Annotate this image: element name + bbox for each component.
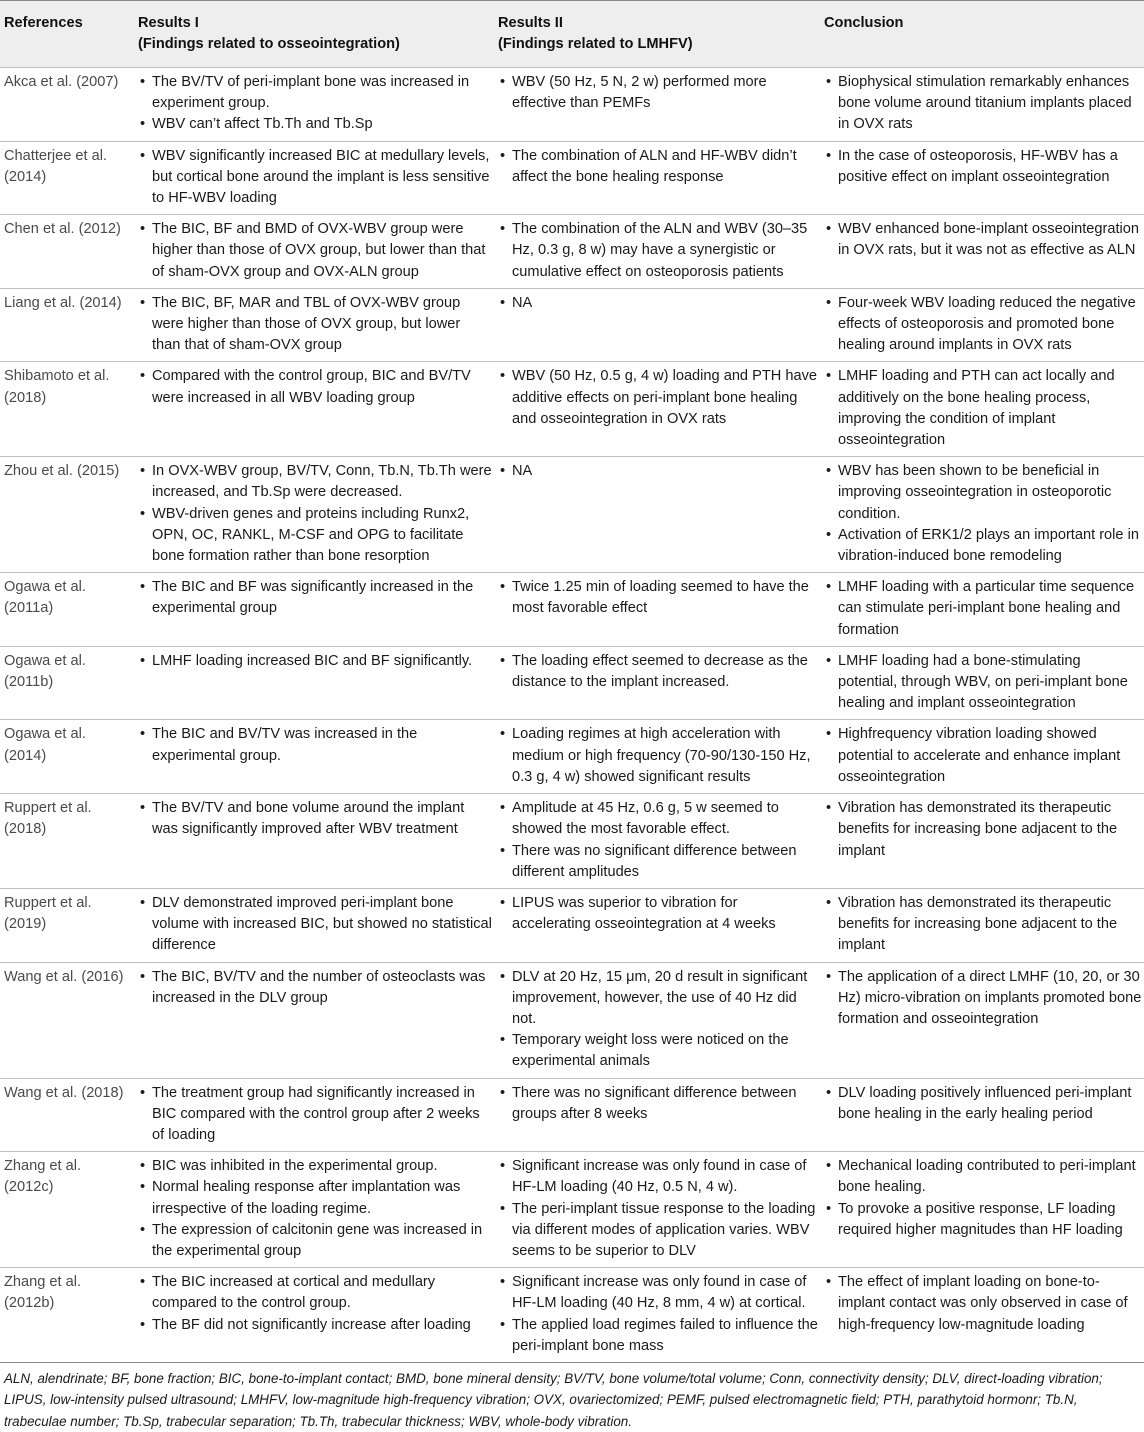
bullet-list	[138, 798, 492, 840]
bullet-list	[824, 366, 1142, 451]
bullet-item: • LMHF loading had a bone-stimulating potential, through WBV, on peri-implant bone healing and implant osseointegration	[824, 651, 1142, 715]
bullet-item: • There was no significant difference between groups after 8 weeks	[498, 1083, 818, 1125]
reference-cell: Ogawa et al. (2011b)	[4, 652, 86, 691]
table-row	[0, 457, 1144, 573]
results-1-cell	[134, 720, 494, 794]
table-header	[0, 1, 1144, 68]
results-1-cell	[134, 573, 494, 647]
bullet-item: • Twice 1.25 min of loading seemed to have the most favorable effect	[498, 577, 818, 619]
reference-cell: Ruppert et al. (2018)	[4, 800, 92, 838]
bullet-item: • Highfrequency vibration loading showed potential to accelerate and enhance implant osseointegration	[824, 724, 1142, 788]
results-1-cell	[134, 141, 494, 215]
bullet-list	[498, 461, 818, 482]
conclusion-cell	[820, 1078, 1144, 1152]
results-2-cell	[494, 215, 820, 289]
results-1-cell	[134, 794, 494, 889]
table-row	[0, 1152, 1144, 1268]
bullet-list	[138, 651, 492, 672]
reference-cell: Akca et al. (2007)	[4, 74, 119, 90]
table-row	[0, 794, 1144, 889]
bullet-list	[138, 967, 492, 1009]
results-2-cell	[494, 720, 820, 794]
bullet-list	[138, 893, 492, 957]
bullet-item: • Mechanical loading contributed to peri-implant bone healing.	[824, 1156, 1142, 1198]
bullet-item: • LMHF loading with a particular time sequence can stimulate peri-implant bone healing and formation	[824, 577, 1142, 641]
bullet-list	[824, 293, 1142, 357]
bullet-list	[138, 1156, 492, 1262]
reference-cell: Zhang et al. (2012b)	[4, 1274, 82, 1312]
results-1-cell	[134, 646, 494, 720]
bullet-list	[498, 651, 818, 693]
table-row	[0, 288, 1144, 362]
bullet-item: • WBV (50 Hz, 5 N, 2 w) performed more effective than PEMFs	[498, 72, 818, 114]
reference-cell: Ogawa et al. (2011a)	[4, 579, 86, 617]
bullet-list	[138, 461, 492, 567]
bullet-item: • The effect of implant loading on bone-to-implant contact was only observed in case of high-frequency low-magnitude loading	[824, 1272, 1142, 1336]
bullet-item: • The applied load regimes failed to influence the peri-implant bone mass	[498, 1315, 818, 1357]
bullet-list	[498, 1156, 818, 1262]
conclusion-cell	[820, 1268, 1144, 1363]
bullet-item: • LIPUS was superior to vibration for accelerating osseointegration at 4 weeks	[498, 893, 818, 935]
table-body	[0, 68, 1144, 1363]
results-2-cell	[494, 288, 820, 362]
header-references-label: References	[4, 15, 83, 31]
table-row	[0, 215, 1144, 289]
bullet-item: • The BV/TV of peri-implant bone was increased in experiment group.	[138, 72, 492, 114]
bullet-list	[824, 146, 1142, 188]
bullet-list	[824, 967, 1142, 1031]
bullet-list	[498, 724, 818, 788]
bullet-list	[138, 577, 492, 619]
header-references	[0, 1, 134, 68]
bullet-list	[824, 1156, 1142, 1241]
results-1-cell	[134, 362, 494, 457]
conclusion-cell	[820, 457, 1144, 573]
bullet-item: • The peri-implant tissue response to the loading via different modes of application varies. WBV seems to be superior to DLV	[498, 1199, 818, 1263]
reference-cell: Shibamoto et al. (2018)	[4, 368, 110, 406]
bullet-item: • WBV enhanced bone-implant osseointegration in OVX rats, but it was not as effective as ALN	[824, 219, 1142, 261]
bullet-item: • The BIC increased at cortical and medullary compared to the control group.	[138, 1272, 492, 1314]
bullet-list	[498, 1272, 818, 1357]
bullet-item: • The combination of ALN and HF-WBV didn’t affect the bone healing response	[498, 146, 818, 188]
bullet-list	[498, 366, 818, 430]
header-results-1-subtitle: (Findings related to osseointegration)	[138, 36, 400, 52]
bullet-list	[498, 967, 818, 1073]
header-results-1	[134, 1, 494, 68]
bullet-item: • In OVX-WBV group, BV/TV, Conn, Tb.N, Tb.Th were increased, and Tb.Sp were decreased.	[138, 461, 492, 503]
header-conclusion	[820, 1, 1144, 68]
conclusion-cell	[820, 888, 1144, 962]
table-row	[0, 362, 1144, 457]
bullet-list	[498, 219, 818, 283]
bullet-item: • The BV/TV and bone volume around the implant was significantly improved after WBV treatment	[138, 798, 492, 840]
bullet-list	[138, 72, 492, 136]
bullet-list	[824, 893, 1142, 957]
table-row	[0, 888, 1144, 962]
bullet-list	[138, 724, 492, 766]
bullet-list	[498, 1083, 818, 1125]
table-row	[0, 646, 1144, 720]
table-row	[0, 573, 1144, 647]
conclusion-cell	[820, 215, 1144, 289]
bullet-item: • The application of a direct LMHF (10, 20, or 30 Hz) micro-vibration on implants promoted bone formation and osseointegration	[824, 967, 1142, 1031]
results-2-cell	[494, 1268, 820, 1363]
bullet-list	[138, 293, 492, 357]
bullet-list	[138, 1083, 492, 1147]
results-2-cell	[494, 962, 820, 1078]
bullet-list	[824, 1083, 1142, 1125]
bullet-list	[824, 577, 1142, 641]
bullet-item: • The BIC and BF was significantly increased in the experimental group	[138, 577, 492, 619]
bullet-item: • WBV has been shown to be beneficial in improving osseointegration in osteoporotic condition.	[824, 461, 1142, 525]
bullet-item: • WBV can’t affect Tb.Th and Tb.Sp	[138, 114, 492, 135]
reference-cell: Liang et al. (2014)	[4, 294, 122, 311]
bullet-item: • WBV significantly increased BIC at medullary levels, but cortical bone around the implant is less sensitive to HF-WBV loading	[138, 146, 492, 210]
bullet-item: • The loading effect seemed to decrease as the distance to the implant increased.	[498, 651, 818, 693]
reference-cell: Ogawa et al. (2014)	[4, 726, 86, 764]
bullet-list	[138, 219, 492, 283]
conclusion-cell	[820, 646, 1144, 720]
bullet-item: • LMHF loading and PTH can act locally and additively on the bone healing process, improving the condition of implant osseointegration	[824, 366, 1142, 451]
header-row	[0, 1, 1144, 68]
bullet-item: • WBV (50 Hz, 0.5 g, 4 w) loading and PTH have additive effects on peri-implant bone healing and osseointegration in OVX rats	[498, 366, 818, 430]
header-results-2-subtitle: (Findings related to LMHFV)	[498, 36, 693, 52]
bullet-item: • Compared with the control group, BIC and BV/TV were increased in all WBV loading group	[138, 366, 492, 408]
bullet-item: • Vibration has demonstrated its therapeutic benefits for increasing bone adjacent to the implant	[824, 798, 1142, 862]
results-1-cell	[134, 215, 494, 289]
bullet-item: • WBV-driven genes and proteins including Runx2, OPN, OC, RANKL, M-CSF and OPG to facilitate bone formation rather than bone resorption	[138, 504, 492, 568]
conclusion-cell	[820, 794, 1144, 889]
bullet-item: • DLV loading positively influenced peri-implant bone healing in the early healing period	[824, 1083, 1142, 1125]
bullet-list	[824, 72, 1142, 136]
results-2-cell	[494, 1078, 820, 1152]
results-2-cell	[494, 573, 820, 647]
bullet-list	[824, 724, 1142, 788]
bullet-item: • LMHF loading increased BIC and BF significantly.	[138, 651, 492, 672]
results-2-cell	[494, 888, 820, 962]
bullet-item: • The combination of the ALN and WBV (30–35 Hz, 0.3 g, 8 w) may have a synergistic or cumulative effect on osteoporosis patients	[498, 219, 818, 283]
header-results-2-title: Results II	[498, 15, 563, 31]
bullet-item: • There was no significant difference between different amplitudes	[498, 841, 818, 883]
bullet-item: • Biophysical stimulation remarkably enhances bone volume around titanium implants placed in OVX rats	[824, 72, 1142, 136]
results-1-cell	[134, 888, 494, 962]
conclusion-cell	[820, 362, 1144, 457]
bullet-item: • Loading regimes at high acceleration with medium or high frequency (70-90/130-150 Hz, 0.3 g, 4 w) showed significant results	[498, 724, 818, 788]
conclusion-cell	[820, 1152, 1144, 1268]
bullet-item: • Temporary weight loss were noticed on the experimental animals	[498, 1030, 818, 1072]
results-1-cell	[134, 457, 494, 573]
conclusion-cell	[820, 573, 1144, 647]
bullet-list	[824, 1272, 1142, 1336]
bullet-item: • To provoke a positive response, LF loading required higher magnitudes than HF loading	[824, 1199, 1142, 1241]
bullet-list	[498, 72, 818, 114]
bullet-item: • Activation of ERK1/2 plays an important role in vibration-induced bone remodeling	[824, 525, 1142, 567]
bullet-item: • The expression of calcitonin gene was increased in the experimental group	[138, 1220, 492, 1262]
bullet-list	[498, 293, 818, 314]
bullet-list	[138, 146, 492, 210]
results-2-cell	[494, 457, 820, 573]
reference-cell: Ruppert et al. (2019)	[4, 894, 92, 933]
conclusion-cell	[820, 288, 1144, 362]
bullet-item: • Amplitude at 45 Hz, 0.6 g, 5 w seemed to showed the most favorable effect.	[498, 798, 818, 840]
table-row	[0, 720, 1144, 794]
bullet-item: • Significant increase was only found in case of HF-LM loading (40 Hz, 8 mm, 4 w) at cortical.	[498, 1272, 818, 1314]
bullet-list	[498, 798, 818, 883]
table-row	[0, 962, 1144, 1078]
bullet-item: • The treatment group had significantly increased in BIC compared with the control group after 2 weeks of loading	[138, 1083, 492, 1147]
bullet-list	[498, 893, 818, 935]
bullet-item: • The BIC, BV/TV and the number of osteoclasts was increased in the DLV group	[138, 967, 492, 1009]
results-1-cell	[134, 1152, 494, 1268]
header-conclusion-label: Conclusion	[824, 15, 904, 31]
bullet-item: • Significant increase was only found in case of HF-LM loading (40 Hz, 0.5 N, 4 w).	[498, 1156, 818, 1198]
bullet-list	[498, 577, 818, 619]
bullet-item: • The BIC, BF and BMD of OVX-WBV group were higher than those of OVX group, but lower than that of sham-OVX group and OVX-ALN group	[138, 219, 492, 283]
table-footnote: ALN, alendrinate; BF, bone fraction; BIC, bone-to-implant contact; BMD, bone mineral density; BV/TV, bone volume/total volume; Conn, connectivity density; DLV, direct-loading vibration; LIPUS, low-intensity pulsed ultrasound; LMHFV, low-magnitude high-frequency vibration; OVX, ovariectomized; PEMF, pulsed electromagnetic field; PTH, parathytoid hormonr; Tb.N, trabeculae number; Tb.Sp, trabecular separation; Tb.Th, trabecular thickness; WBV, whole-body vibration.	[4, 1370, 1103, 1429]
reference-cell: Chatterjee et al. (2014)	[4, 147, 108, 185]
table-row	[0, 1268, 1144, 1363]
conclusion-cell	[820, 68, 1144, 142]
bullet-list	[824, 651, 1142, 715]
bullet-item: • NA	[498, 461, 818, 482]
bullet-item: • DLV at 20 Hz, 15 μm, 20 d result in significant improvement, however, the use of 40 Hz did not.	[498, 967, 818, 1031]
results-2-cell	[494, 794, 820, 889]
reference-cell: Zhang et al. (2012c)	[4, 1158, 82, 1196]
bullet-item: • The BIC and BV/TV was increased in the experimental group.	[138, 724, 492, 766]
table-row	[0, 1078, 1144, 1152]
conclusion-cell	[820, 720, 1144, 794]
reference-cell: Wang et al. (2018)	[4, 1084, 124, 1101]
reference-cell: Wang et al. (2016)	[4, 968, 124, 985]
results-1-cell	[134, 1268, 494, 1363]
results-1-cell	[134, 68, 494, 142]
bullet-item: • The BIC, BF, MAR and TBL of OVX-WBV group were higher than those of OVX group, but lower than that of sham-OVX group	[138, 293, 492, 357]
results-2-cell	[494, 68, 820, 142]
header-results-1-title: Results I	[138, 15, 199, 31]
bullet-item: • BIC was inhibited in the experimental group.	[138, 1156, 492, 1177]
conclusion-cell	[820, 141, 1144, 215]
bullet-list	[138, 366, 492, 408]
bullet-list	[138, 1272, 492, 1336]
bullet-item: • Four-week WBV loading reduced the negative effects of osteoporosis and promoted bone healing around implants in OVX rats	[824, 293, 1142, 357]
bullet-item: • The BF did not significantly increase after loading	[138, 1315, 492, 1336]
conclusion-cell	[820, 962, 1144, 1078]
bullet-list	[824, 219, 1142, 261]
results-1-cell	[134, 1078, 494, 1152]
results-2-cell	[494, 1152, 820, 1268]
reference-cell: Zhou et al. (2015)	[4, 463, 120, 480]
results-2-cell	[494, 141, 820, 215]
results-2-cell	[494, 646, 820, 720]
bullet-item: • In the case of osteoporosis, HF-WBV has a positive effect on implant osseointegration	[824, 146, 1142, 188]
bullet-item: • Normal healing response after implantation was irrespective of the loading regime.	[138, 1177, 492, 1219]
bullet-item: • Vibration has demonstrated its therapeutic benefits for increasing bone adjacent to the implant	[824, 893, 1142, 957]
table-row	[0, 141, 1144, 215]
results-2-cell	[494, 362, 820, 457]
bullet-list	[498, 146, 818, 188]
results-1-cell	[134, 962, 494, 1078]
table-row	[0, 68, 1144, 142]
reference-cell: Chen et al. (2012)	[4, 221, 121, 238]
bullet-item: • NA	[498, 293, 818, 314]
bullet-list	[824, 798, 1142, 862]
header-results-2	[494, 1, 820, 68]
bullet-list	[824, 461, 1142, 567]
bullet-item: • DLV demonstrated improved peri-implant bone volume with increased BIC, but showed no statistical difference	[138, 893, 492, 957]
results-1-cell	[134, 288, 494, 362]
